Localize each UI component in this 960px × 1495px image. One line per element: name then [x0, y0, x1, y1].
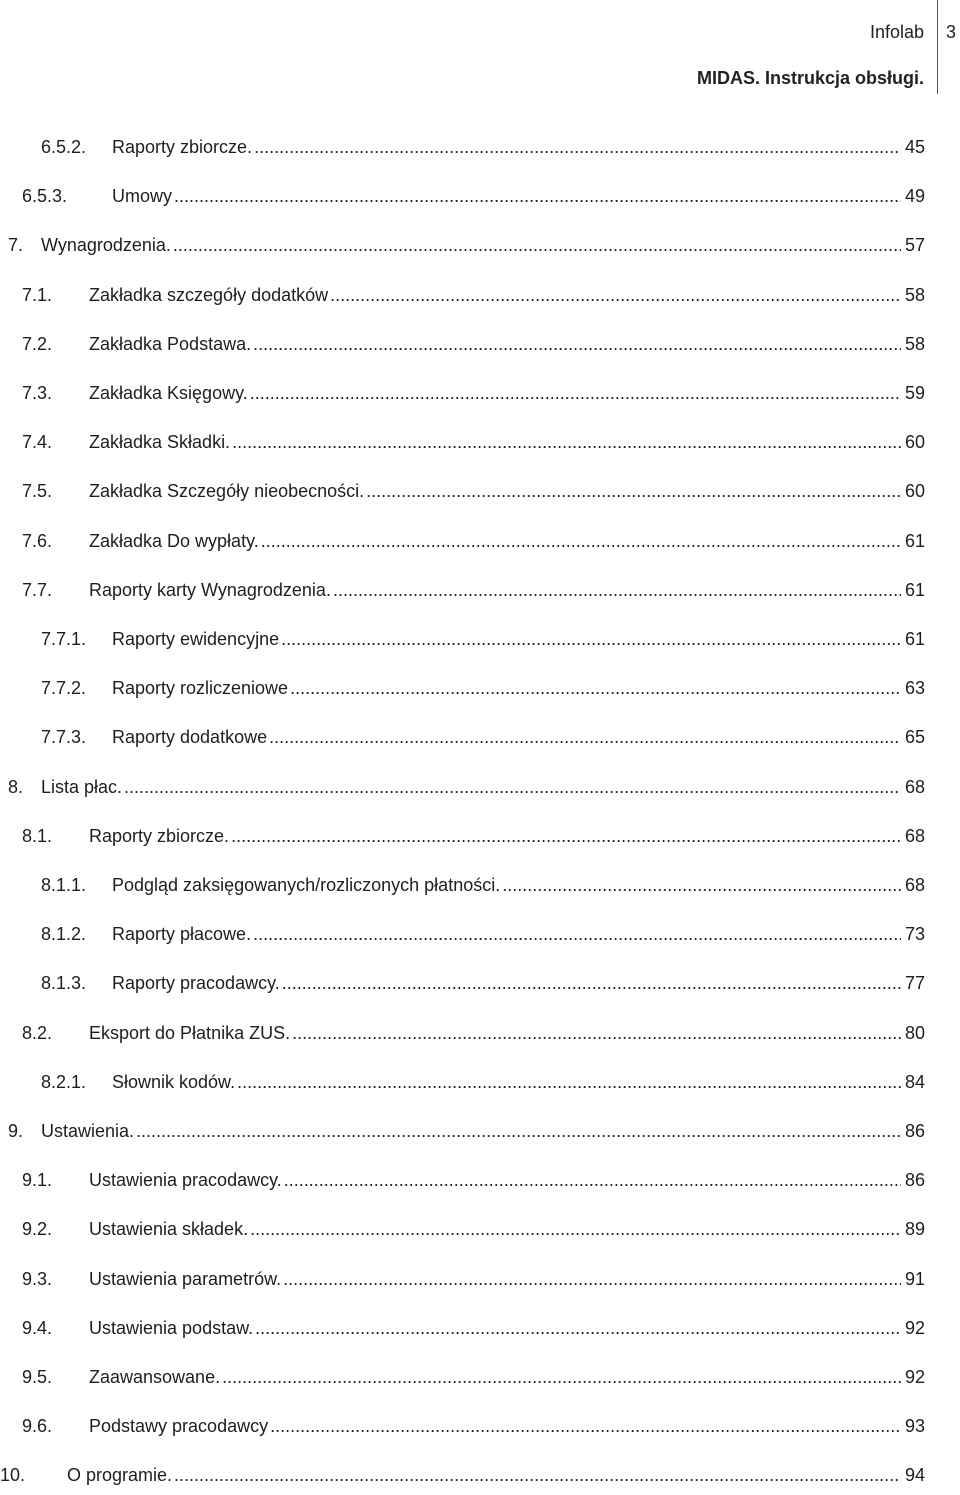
- toc-entry-title: Zakładka Szczegóły nieobecności.: [89, 481, 365, 502]
- toc-entry-number: 9.3.: [22, 1268, 53, 1289]
- toc-entry[interactable]: [22, 1269, 925, 1299]
- toc-dot-leader: [253, 334, 901, 355]
- toc-entry-title: Podgląd zaksięgowanych/rozliczonych płatności.: [112, 875, 501, 895]
- toc-entry-title: Zaawansowane.: [89, 1367, 221, 1387]
- toc-entry[interactable]: [41, 924, 925, 954]
- toc-entry-number: 8.2.1.: [41, 1071, 87, 1092]
- toc-entry-page: 86: [904, 1121, 925, 1141]
- toc-entry-number: 9.2.: [22, 1219, 53, 1240]
- toc-dot-leader: [237, 1072, 901, 1093]
- toc-entry-page: 65: [904, 727, 925, 748]
- toc-dot-leader: [124, 777, 901, 798]
- header-document-title: MIDAS. Instrukcja obsługi.: [696, 68, 924, 88]
- toc-entry-page: 92: [904, 1367, 925, 1387]
- toc-entry[interactable]: [8, 235, 925, 265]
- toc-dot-leader: [283, 1269, 901, 1290]
- toc-entry[interactable]: [22, 285, 925, 315]
- toc-entry[interactable]: [22, 1023, 925, 1053]
- toc-entry-page: 61: [904, 579, 925, 600]
- toc-entry-page: 89: [904, 1219, 925, 1240]
- toc-entry[interactable]: [41, 875, 925, 905]
- toc-entry[interactable]: [22, 826, 925, 856]
- toc-entry[interactable]: [22, 334, 925, 364]
- toc-dot-leader: [269, 727, 901, 748]
- toc-entry-page: 58: [904, 333, 925, 354]
- toc-entry-page: 61: [904, 629, 925, 649]
- toc-entry[interactable]: [22, 1416, 925, 1446]
- toc-entry-number: 9.6.: [22, 1416, 53, 1437]
- header-page-number: 3: [946, 22, 957, 42]
- toc-entry-page: 59: [904, 383, 925, 403]
- toc-entry-title: Wynagrodzenia.: [41, 235, 171, 256]
- toc-dot-leader: [290, 678, 901, 699]
- toc-entry-number: 8.1.3.: [41, 973, 87, 994]
- toc-entry-number: 8.2.: [22, 1022, 53, 1043]
- toc-entry[interactable]: [8, 1121, 925, 1151]
- toc-entry-number: 7.1.: [22, 284, 53, 305]
- toc-entry-number: 7.7.: [22, 579, 53, 600]
- header-company: Infolab: [869, 22, 924, 42]
- toc-dot-leader: [281, 629, 901, 650]
- toc-entry-title: Zakładka Składki.: [89, 432, 231, 453]
- toc-entry-page: 86: [904, 1170, 925, 1191]
- toc-entry-page: 68: [904, 875, 925, 895]
- toc-dot-leader: [174, 1465, 901, 1486]
- toc-entry-number: 7.3.: [22, 383, 53, 403]
- toc-entry-title: Raporty dodatkowe: [112, 727, 268, 748]
- toc-dot-leader: [366, 481, 901, 502]
- toc-entry-number: 10.: [0, 1465, 26, 1486]
- toc-entry-number: 7.6.: [22, 530, 53, 551]
- toc-entry-number: 9.: [8, 1121, 24, 1141]
- toc-dot-leader: [174, 186, 901, 207]
- toc-entry-title: Zakładka Podstawa.: [89, 333, 252, 354]
- toc-dot-leader: [330, 285, 901, 306]
- toc-entry-page: 93: [904, 1416, 925, 1437]
- toc-entry-title: Ustawienia składek.: [89, 1219, 249, 1240]
- toc-entry-number: 7.4.: [22, 432, 53, 453]
- toc-entry-page: 68: [904, 776, 925, 797]
- toc-entry-number: 8.1.1.: [41, 875, 87, 895]
- toc-dot-leader: [255, 1318, 901, 1339]
- toc-entry-page: 49: [904, 186, 925, 207]
- toc-entry-page: 73: [904, 924, 925, 945]
- toc-entry[interactable]: [41, 678, 925, 708]
- toc-entry-page: 77: [904, 973, 925, 994]
- toc-entry-page: 57: [904, 235, 925, 256]
- toc-dot-leader: [231, 826, 901, 847]
- toc-dot-leader: [222, 1367, 901, 1388]
- toc-dot-leader: [136, 1121, 901, 1142]
- toc-entry-page: 60: [904, 432, 925, 453]
- toc-entry[interactable]: [22, 186, 925, 216]
- toc-entry-number: 6.5.2.: [41, 137, 87, 157]
- toc-entry[interactable]: [22, 1367, 925, 1397]
- toc-entry-title: Raporty zbiorcze.: [112, 137, 253, 157]
- toc-dot-leader: [270, 1416, 901, 1437]
- toc-entry-page: 84: [904, 1071, 925, 1092]
- toc-entry-number: 7.7.2.: [41, 678, 87, 699]
- toc-dot-leader: [173, 235, 901, 256]
- toc-entry-title: Raporty ewidencyjne: [112, 629, 280, 649]
- toc-entry[interactable]: [22, 1318, 925, 1348]
- toc-entry-title: Ustawienia parametrów.: [89, 1268, 282, 1289]
- toc-dot-leader: [284, 1170, 901, 1191]
- toc-entry[interactable]: [22, 1170, 925, 1200]
- toc-entry-number: 9.1.: [22, 1170, 53, 1191]
- toc-entry[interactable]: [41, 973, 925, 1003]
- toc-entry[interactable]: [41, 727, 925, 757]
- toc-entry-title: Słownik kodów.: [112, 1071, 236, 1092]
- toc-entry[interactable]: [0, 1465, 925, 1495]
- toc-entry-page: 91: [904, 1268, 925, 1289]
- toc-entry-title: Raporty pracodawcy.: [112, 973, 280, 994]
- header-divider: [937, 0, 938, 94]
- toc-entry-page: 63: [904, 678, 925, 699]
- toc-entry[interactable]: [22, 481, 925, 511]
- toc-entry-number: 9.5.: [22, 1367, 53, 1387]
- toc-entry-title: Zakładka Do wypłaty.: [89, 530, 259, 551]
- toc-entry[interactable]: [22, 1219, 925, 1249]
- toc-entry[interactable]: [41, 1072, 925, 1102]
- toc-entry-title: Lista płac.: [41, 776, 123, 797]
- toc-entry-number: 7.7.1.: [41, 629, 87, 649]
- toc-entry-title: Zakładka szczegóły dodatków: [89, 284, 329, 305]
- toc-entry-title: Raporty płacowe.: [112, 924, 252, 945]
- toc-entry-title: Zakładka Księgowy.: [89, 383, 248, 403]
- toc-dot-leader: [502, 875, 901, 896]
- toc-entry-number: 9.4.: [22, 1317, 53, 1338]
- toc-entry-number: 8.1.2.: [41, 924, 87, 945]
- toc-dot-leader: [254, 137, 901, 158]
- toc-entry-number: 7.7.3.: [41, 727, 87, 748]
- toc-entry-page: 80: [904, 1022, 925, 1043]
- toc-entry-number: 6.5.3.: [22, 186, 68, 207]
- toc-entry-number: 8.: [8, 776, 24, 797]
- toc-entry-title: O programie.: [67, 1465, 173, 1486]
- toc-entry-page: 61: [904, 530, 925, 551]
- toc-entry[interactable]: [8, 777, 925, 807]
- toc-entry-page: 68: [904, 825, 925, 846]
- toc-entry[interactable]: [41, 629, 925, 659]
- toc-entry-title: Raporty rozliczeniowe: [112, 678, 289, 699]
- toc-entry-number: 7.: [8, 235, 24, 256]
- toc-entry[interactable]: [22, 531, 925, 561]
- toc-entry-page: 45: [904, 137, 925, 157]
- toc-entry-page: 92: [904, 1317, 925, 1338]
- toc-entry-title: Raporty zbiorcze.: [89, 825, 230, 846]
- toc-entry-page: 60: [904, 481, 925, 502]
- toc-dot-leader: [232, 432, 901, 453]
- toc-entry-title: Eksport do Płatnika ZUS.: [89, 1022, 291, 1043]
- toc-entry[interactable]: [41, 137, 925, 167]
- toc-dot-leader: [253, 924, 901, 945]
- toc-entry-title: Raporty karty Wynagrodzenia.: [89, 579, 331, 600]
- toc-entry-title: Podstawy pracodawcy: [89, 1416, 269, 1437]
- toc-dot-leader: [250, 1219, 901, 1240]
- toc-entry-number: 8.1.: [22, 825, 53, 846]
- toc-entry-title: Umowy: [112, 186, 173, 207]
- toc-entry-number: 7.5.: [22, 481, 53, 502]
- toc-entry[interactable]: [22, 383, 925, 413]
- toc-dot-leader: [282, 973, 901, 994]
- toc-dot-leader: [250, 383, 901, 404]
- toc-dot-leader: [292, 1023, 901, 1044]
- toc-entry[interactable]: [22, 432, 925, 462]
- toc-dot-leader: [333, 580, 901, 601]
- toc-entry-page: 94: [904, 1465, 925, 1486]
- toc-entry-title: Ustawienia.: [41, 1121, 135, 1141]
- toc-entry-title: Ustawienia podstaw.: [89, 1317, 254, 1338]
- toc-entry-page: 58: [904, 284, 925, 305]
- toc-entry-number: 7.2.: [22, 333, 53, 354]
- toc-entry-title: Ustawienia pracodawcy.: [89, 1170, 282, 1191]
- toc-dot-leader: [261, 531, 901, 552]
- toc-entry[interactable]: [22, 580, 925, 610]
- page-header: [0, 0, 960, 100]
